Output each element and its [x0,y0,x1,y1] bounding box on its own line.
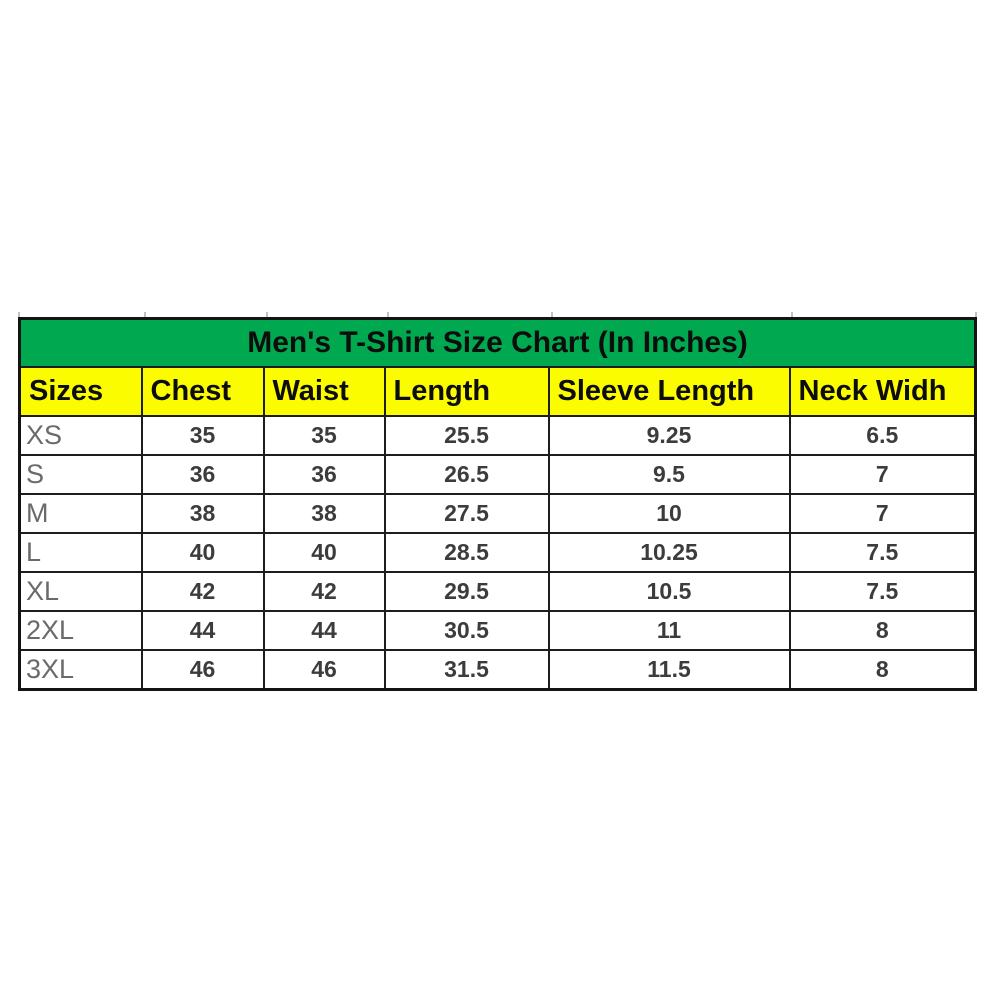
neck-width-cell: 8 [790,650,976,690]
length-cell: 29.5 [385,572,549,611]
size-cell: S [20,455,142,494]
length-cell: 28.5 [385,533,549,572]
waist-cell: 40 [264,533,385,572]
size-cell: L [20,533,142,572]
chest-cell: 46 [142,650,264,690]
sleeve-length-cell: 11 [549,611,790,650]
column-header-waist: Waist [264,367,385,416]
sleeve-length-cell: 9.5 [549,455,790,494]
waist-cell: 35 [264,416,385,455]
column-header-length: Length [385,367,549,416]
column-header-sleeve-length: Sleeve Length [549,367,790,416]
neck-width-cell: 8 [790,611,976,650]
length-cell: 30.5 [385,611,549,650]
table-row-3xl [20,650,976,690]
neck-width-cell: 7 [790,494,976,533]
waist-cell: 42 [264,572,385,611]
length-cell: 25.5 [385,416,549,455]
table-row-l [20,533,976,572]
sleeve-length-cell: 11.5 [549,650,790,690]
waist-cell: 44 [264,611,385,650]
sleeve-length-cell: 10.25 [549,533,790,572]
chest-cell: 36 [142,455,264,494]
size-cell: XL [20,572,142,611]
table-row-2xl [20,611,976,650]
column-header-neck-width: Neck Widh [790,367,976,416]
chest-cell: 44 [142,611,264,650]
neck-width-cell: 6.5 [790,416,976,455]
waist-cell: 36 [264,455,385,494]
table-header-row [20,367,976,416]
waist-cell: 38 [264,494,385,533]
table-row-m [20,494,976,533]
chest-cell: 42 [142,572,264,611]
sleeve-length-cell: 9.25 [549,416,790,455]
table-row-xl [20,572,976,611]
table-row-xs [20,416,976,455]
chest-cell: 38 [142,494,264,533]
size-cell: 3XL [20,650,142,690]
length-cell: 31.5 [385,650,549,690]
neck-width-cell: 7.5 [790,572,976,611]
chest-cell: 40 [142,533,264,572]
table-row-s [20,455,976,494]
length-cell: 26.5 [385,455,549,494]
table-title: Men's T-Shirt Size Chart (In Inches) [20,319,976,368]
sleeve-length-cell: 10 [549,494,790,533]
neck-width-cell: 7.5 [790,533,976,572]
table-title-row [20,319,976,368]
size-chart-table [18,317,977,691]
column-header-sizes: Sizes [20,367,142,416]
chest-cell: 35 [142,416,264,455]
size-cell: XS [20,416,142,455]
length-cell: 27.5 [385,494,549,533]
size-cell: 2XL [20,611,142,650]
column-header-chest: Chest [142,367,264,416]
sleeve-length-cell: 10.5 [549,572,790,611]
size-cell: M [20,494,142,533]
waist-cell: 46 [264,650,385,690]
neck-width-cell: 7 [790,455,976,494]
